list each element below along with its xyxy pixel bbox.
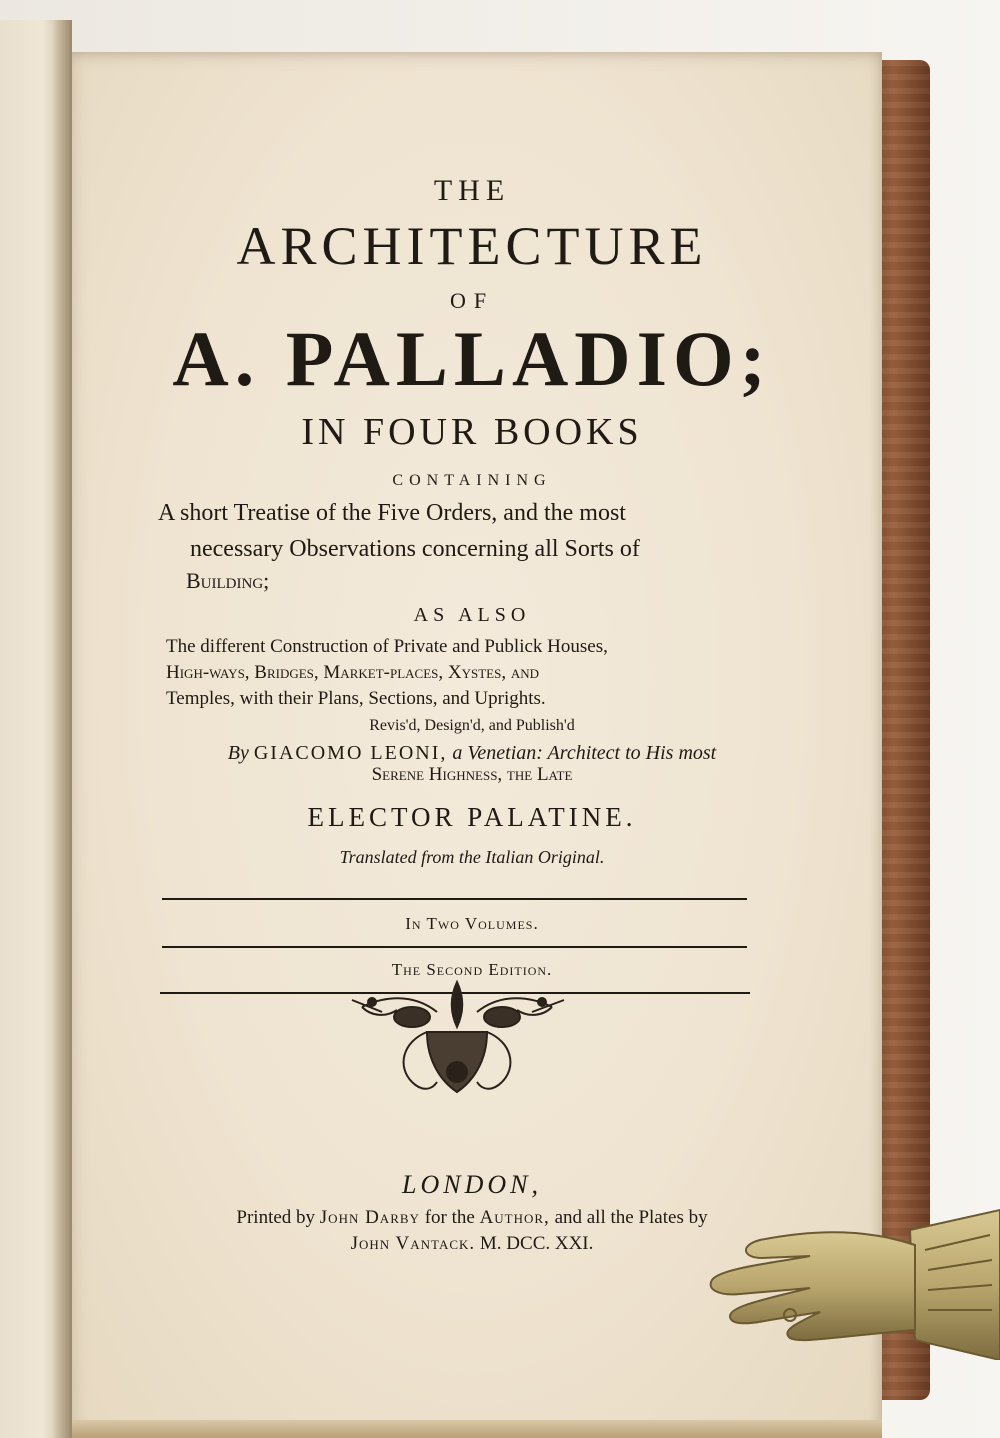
printed-by: Printed by	[236, 1207, 316, 1228]
rule-1	[162, 898, 747, 900]
author-name: GIACOMO LEONI,	[253, 742, 448, 764]
construction-line-3: Temples, with their Plans, Sections, and Uprights.	[166, 688, 546, 709]
engraver-name: John Vantack.	[350, 1233, 476, 1254]
description-line-1: A short Treatise of the Five Orders, and the most	[158, 500, 626, 526]
brass-hand-bookmark-icon	[700, 1190, 1000, 1360]
title-four-books: IN FOUR BOOKS	[301, 411, 643, 453]
printed-for: for the	[424, 1207, 475, 1228]
volumes-line: In Two Volumes.	[405, 914, 539, 933]
edition-line: The Second Edition.	[391, 960, 553, 979]
plates-by: and all the Plates by	[554, 1207, 708, 1228]
serene-highness-line: Serene Highness, the Late	[371, 764, 573, 785]
title-the: THE	[433, 174, 511, 207]
author-word: Author,	[479, 1207, 550, 1228]
description-line-2: necessary Observations concerning all Sorts of	[190, 536, 640, 562]
description-line-3: Building;	[186, 568, 270, 593]
title-architecture: ARCHITECTURE	[236, 216, 708, 276]
translated-line: Translated from the Italian Original.	[339, 847, 605, 867]
title-of: OF	[449, 288, 495, 313]
printers-ornament	[342, 972, 572, 1122]
construction-line-1: The different Construction of Private and Publick Houses,	[166, 636, 608, 657]
elector-palatine: ELECTOR PALATINE.	[307, 802, 637, 832]
rule-2	[162, 946, 747, 948]
title-page-text	[62, 52, 882, 1352]
page-block-edge	[62, 1420, 882, 1438]
author-line	[62, 742, 882, 765]
construction-line-2: High-ways, Bridges, Market-places, Xystes, and	[166, 662, 539, 683]
author-description: a Venetian: Architect to His most	[452, 742, 717, 764]
title-palladio: A. PALLADIO;	[172, 315, 772, 402]
imprint-london: LONDON,	[402, 1170, 542, 1199]
printer-name: John Darby	[319, 1207, 420, 1228]
by-prefix: By	[227, 742, 249, 764]
publication-year: M. DCC. XXI.	[479, 1233, 594, 1254]
containing-label: CONTAINING	[392, 472, 552, 489]
as-also-label: AS ALSO	[413, 604, 531, 626]
revised-line: Revis'd, Design'd, and Publish'd	[369, 717, 575, 734]
